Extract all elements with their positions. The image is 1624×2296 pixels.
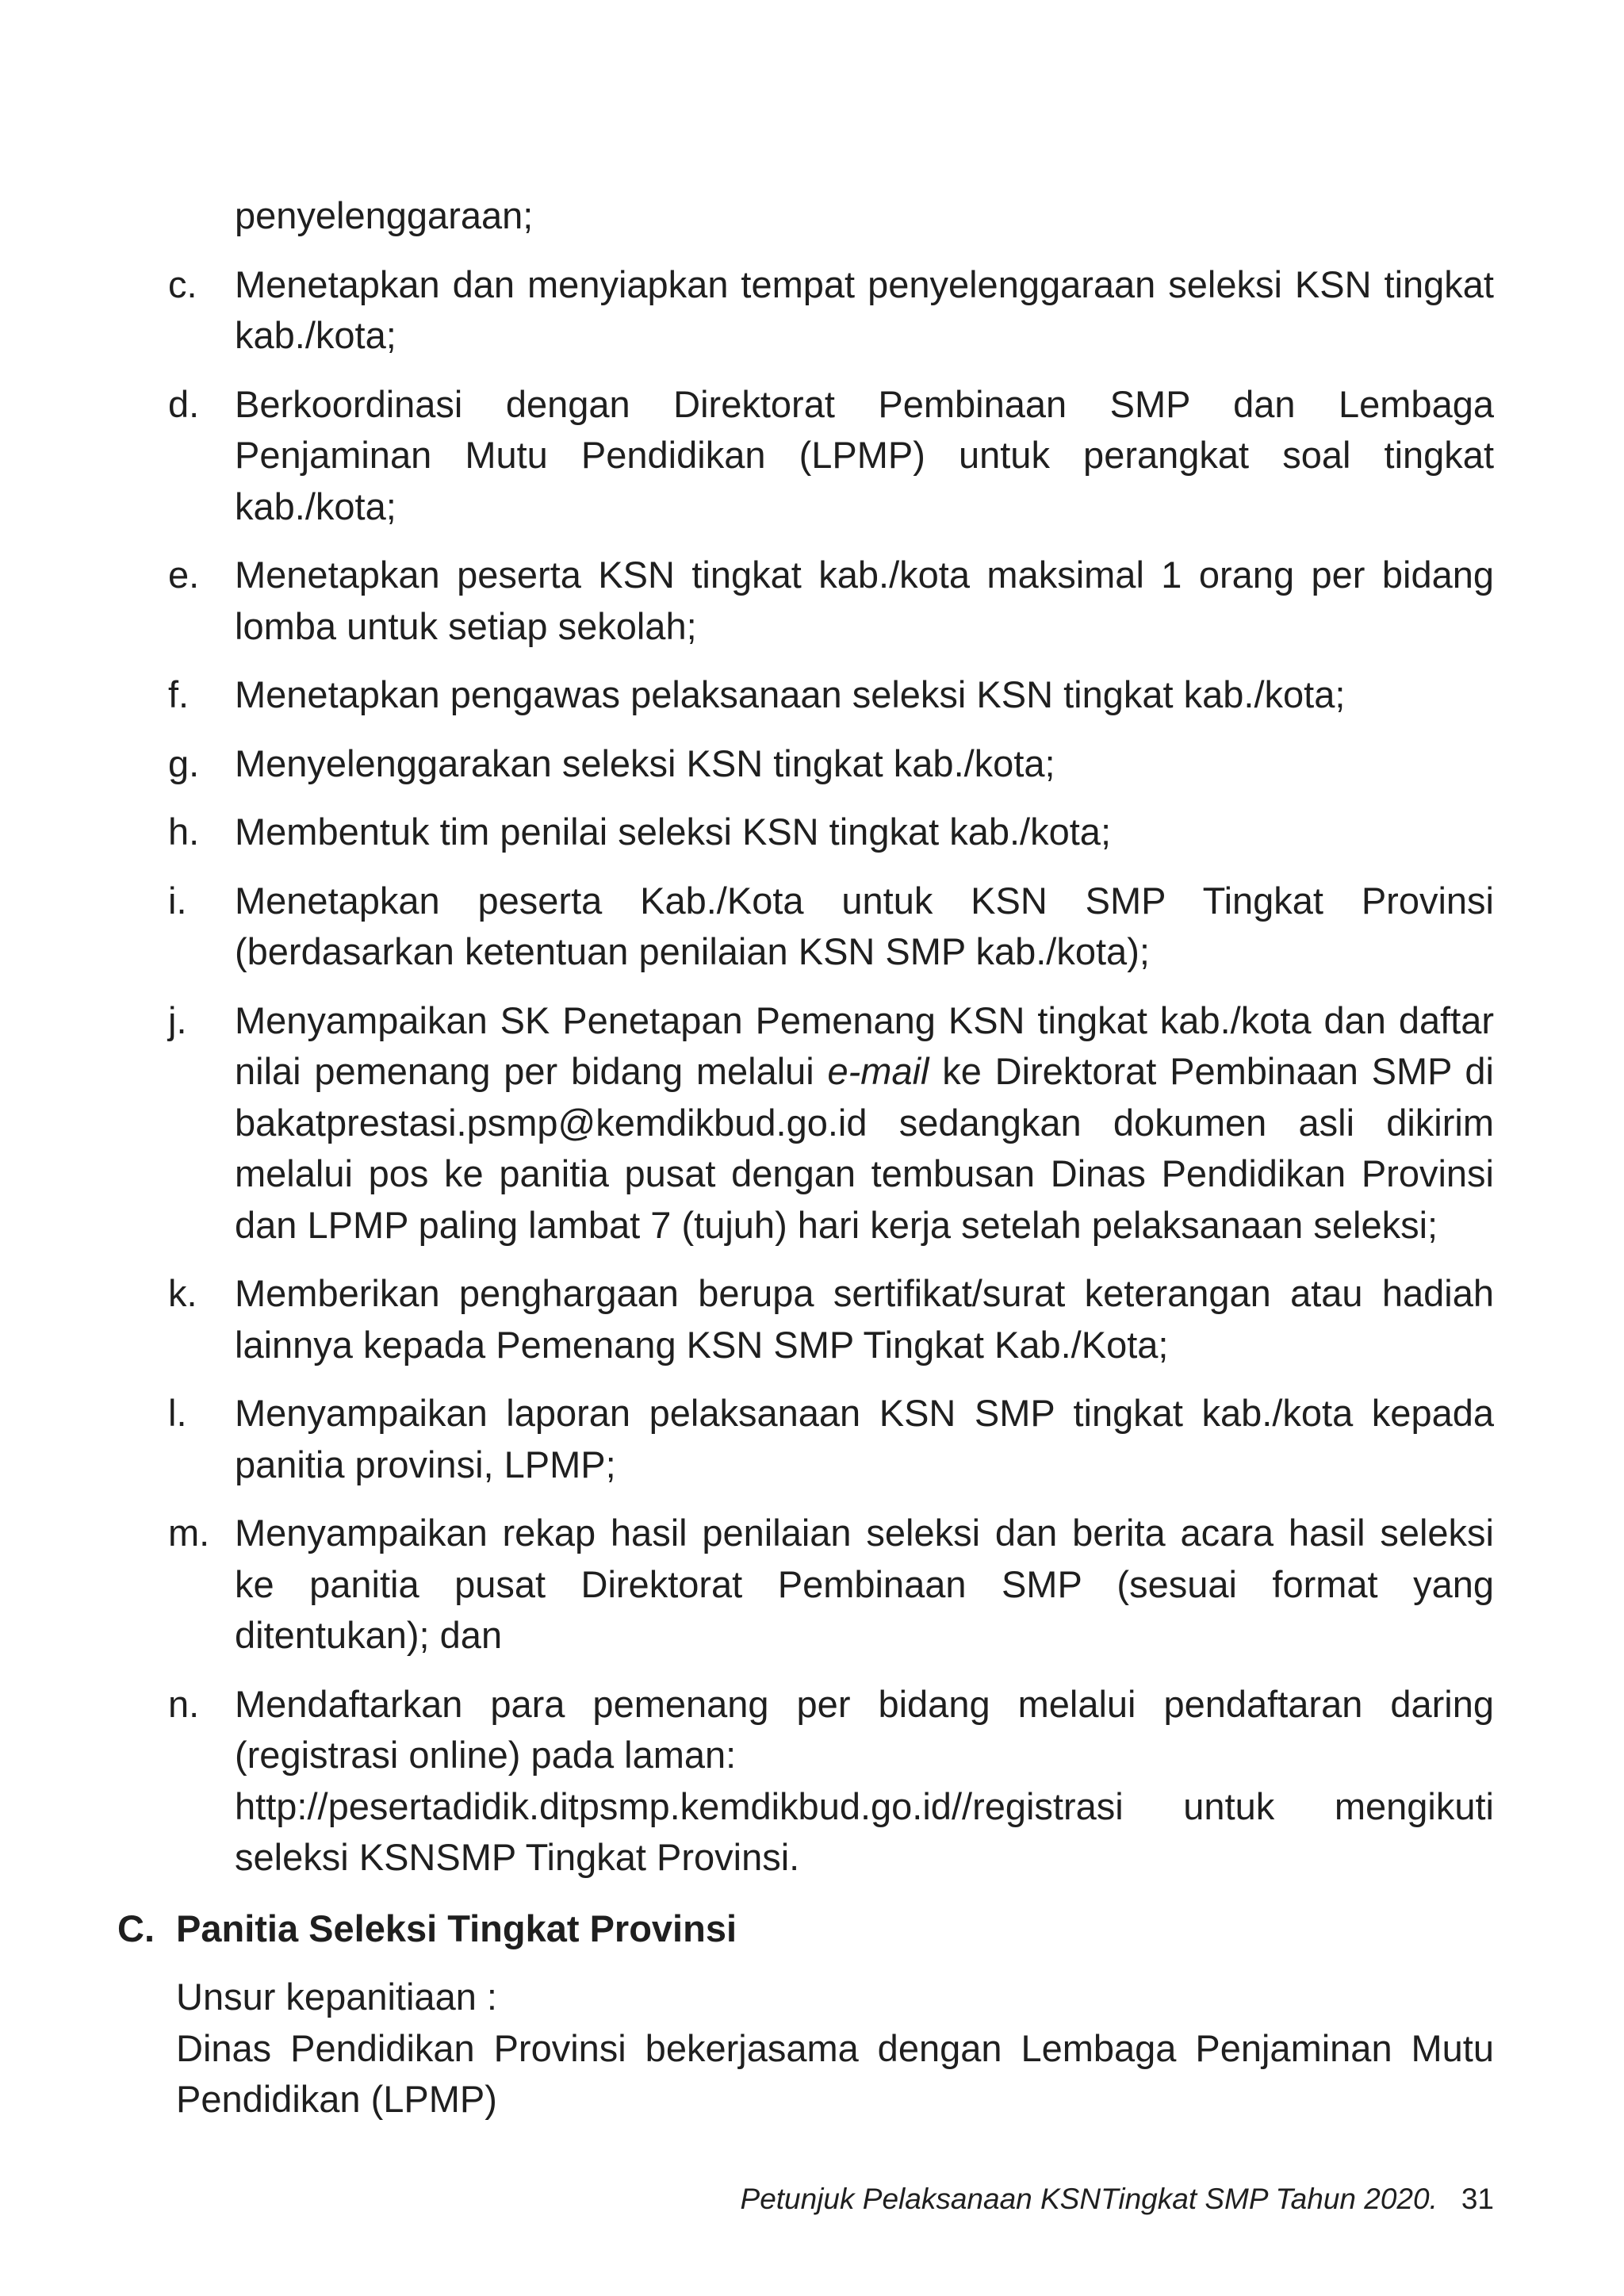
duty-list — [168, 190, 1494, 1901]
section-c — [117, 1903, 1494, 2125]
list-item-i — [168, 876, 1494, 978]
page-footer — [741, 2183, 1494, 2216]
list-item-f — [168, 669, 1494, 721]
list-letter: c. — [168, 263, 197, 305]
section-line: Unsur kepanitiaan : — [176, 1976, 497, 2018]
registration-url: http://pesertadidik.ditpsmp.kemdikbud.go.id//registrasi — [235, 1784, 1124, 1827]
list-item-g — [168, 738, 1494, 790]
continuation-text: penyelenggaraan; — [235, 194, 534, 236]
list-text-part: Mendaftarkan para pemenang per bidang melalui pendaftaran daring (registrasi online) pada laman: — [235, 1682, 1494, 1776]
list-item-e — [168, 550, 1494, 652]
list-letter: j. — [168, 999, 187, 1041]
list-item-j — [168, 995, 1494, 1251]
list-text: Menetapkan pengawas pelaksanaan seleksi KSN tingkat kab./kota; — [235, 673, 1346, 715]
list-text-part: Menyampaikan SK Penetapan Pemenang KSN tingkat kab./kota dan daftar nilai pemenang per bidang melalui — [235, 999, 1494, 1092]
list-letter: d. — [168, 382, 200, 425]
list-letter: i. — [168, 879, 187, 922]
list-text: Menyampaikan rekap hasil penilaian seleksi dan berita acara hasil seleksi ke panitia pusat Direktorat Pembinaan SMP (sesuai format yang ditentukan); dan — [235, 1512, 1494, 1656]
list-item-k — [168, 1268, 1494, 1370]
list-text: Menyelenggarakan seleksi KSN tingkat kab./kota; — [235, 742, 1055, 784]
url-word: untuk — [1183, 1784, 1275, 1827]
page-number: 31 — [1461, 2183, 1494, 2215]
list-text: Menetapkan dan menyiapkan tempat penyelenggaraan seleksi KSN tingkat kab./kota; — [235, 263, 1494, 356]
list-letter: h. — [168, 811, 200, 853]
list-text-part: seleksi KSNSMP Tingkat Provinsi. — [235, 1836, 800, 1878]
list-letter: k. — [168, 1272, 197, 1314]
email-word: e-mail — [827, 1050, 929, 1092]
list-item-c — [168, 259, 1494, 362]
url-line — [235, 1781, 1494, 1833]
list-text-part: ke Direktorat Pembinaan SMP di bakatprestasi.psmp@kemdikbud.go.id sedangkan dokumen asli dikirim melalui pos ke panitia pusat dengan tembusan Dinas Pendidikan Provinsi dan LPMP paling lambat 7 (tujuh) hari kerja setelah pelaksanaan seleksi; — [235, 1050, 1494, 1246]
list-text: Berkoordinasi dengan Direktorat Pembinaan SMP dan Lembaga Penjaminan Mutu Pendidikan (LPMP) untuk perangkat soal tingkat kab./kota; — [235, 382, 1494, 527]
list-text: Menetapkan peserta KSN tingkat kab./kota maksimal 1 orang per bidang lomba untuk setiap sekolah; — [235, 554, 1494, 647]
list-letter: n. — [168, 1682, 200, 1725]
list-letter: e. — [168, 554, 200, 596]
list-letter: l. — [168, 1392, 187, 1434]
list-text: Menetapkan peserta Kab./Kota untuk KSN SMP Tingkat Provinsi (berdasarkan ketentuan penilaian KSN SMP kab./kota); — [235, 879, 1494, 972]
list-text: Menyampaikan laporan pelaksanaan KSN SMP tingkat kab./kota kepada panitia provinsi, LPMP; — [235, 1392, 1494, 1485]
list-text — [235, 1679, 1494, 1884]
footer-title: Petunjuk Pelaksanaan KSNTingkat SMP Tahun 2020. — [740, 2183, 1438, 2215]
list-item-n — [168, 1679, 1494, 1884]
list-letter: f. — [168, 673, 190, 715]
section-letter: C. — [117, 1907, 155, 1949]
list-item-m — [168, 1508, 1494, 1662]
section-paragraph: Dinas Pendidikan Provinsi bekerjasama dengan Lembaga Penjaminan Mutu Pendidikan (LPMP) — [176, 2026, 1494, 2120]
url-word: mengikuti — [1334, 1784, 1494, 1827]
list-text — [235, 995, 1494, 1251]
section-heading — [117, 1903, 1494, 1954]
list-letter: g. — [168, 742, 200, 784]
list-item-h — [168, 807, 1494, 858]
list-text: Memberikan penghargaan berupa sertifikat/surat keterangan atau hadiah lainnya kepada Pemenang KSN SMP Tingkat Kab./Kota; — [235, 1272, 1494, 1366]
list-text: Membentuk tim penilai seleksi KSN tingkat kab./kota; — [235, 811, 1112, 853]
list-item-d — [168, 379, 1494, 533]
list-item-l — [168, 1388, 1494, 1490]
list-letter: m. — [168, 1512, 210, 1554]
section-title: Panitia Seleksi Tingkat Provinsi — [176, 1907, 737, 1949]
